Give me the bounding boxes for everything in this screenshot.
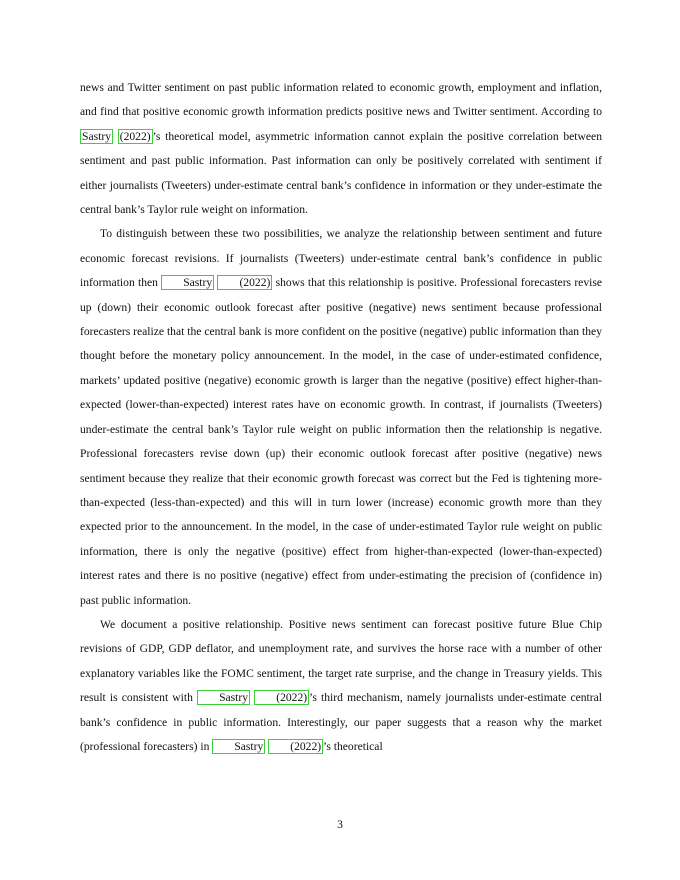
- text-run: To distinguish between these two possibilities, we analyze the relationship between sentiment and future economic forecast revisions. If journalists (Tweeters) under-estimate central bank’s confidence in public information then: [80, 227, 602, 290]
- text-run: ’s theoretical: [323, 739, 383, 753]
- text-run: ’s theoretical model, asymmetric information cannot explain the positive correlation between sentiment and past public information. Past information can only be positively correlated with sentiment if either journalists (Tweeters) under-estimate central bank’s confidence in information or they under-estimate the central bank’s Taylor rule weight on information.: [80, 129, 602, 217]
- text-run: ’s third mechanism, namely journalists under-estimate central bank’s confidence in public information. Interestingly, our paper suggests that a reason why the market (professional forecasters) in: [80, 691, 602, 753]
- text-run: news and Twitter sentiment on past public information related to economic growth, employment and inflation, and find that positive economic growth information predicts positive news and Twitter sentiment. According to: [80, 81, 602, 119]
- citation-year-link[interactable]: (2022): [254, 690, 309, 705]
- paragraph-2: [80, 222, 602, 613]
- citation-year-link[interactable]: (2022): [268, 739, 323, 754]
- paragraph-3: [80, 613, 602, 759]
- citation-link[interactable]: Sastry: [161, 275, 214, 290]
- citation-year-link[interactable]: (2022): [217, 275, 272, 290]
- page-number: 3: [337, 818, 343, 831]
- body-text: [80, 76, 602, 759]
- paragraph-1: [80, 76, 602, 222]
- citation-link[interactable]: Sastry: [212, 739, 265, 754]
- citation-link[interactable]: Sastry: [82, 129, 111, 143]
- citation-link[interactable]: Sastry: [197, 690, 250, 705]
- text-run: shows that this relationship is positive. Professional forecasters revise up (down) their economic outlook forecast after positive (negative) news sentiment because professional forecasters realize that the central bank is more confident on the positive (negative) public information than they thought before the monetary policy announcement. In the model, in the case of under-estimated confidence, markets’ updated positive (negative) economic growth is larger than the negative (positive) effect higher-than-expected (lower-than-expected) interest rates have on economic growth. In contrast, if journalists (Tweeters) under-estimate the central bank’s Taylor rule weight on public information then the relationship is negative. Professional forecasters revise down (up) their economic outlook forecast after positive (negative) news sentiment because they realize that their economic growth forecast was correct but the Fed is tightening more-than-expected (less-than-expected) and this will in turn lower (increase) economic growth more than they expected prior to the announcement. In the model, in the case of under-estimated Taylor rule weight on public information, there is only the negative (positive) effect from higher-than-expected (lower-than-expected) interest rates and there is no positive (negative) effect from under-estimating the precision of (confidence in) past public information.: [80, 276, 602, 607]
- citation-year-link[interactable]: (2022): [119, 129, 151, 143]
- text-run: We document a positive relationship. Positive news sentiment can forecast positive future Blue Chip revisions of GDP, GDP deflator, and unemployment rate, and survives the horse race with a number of other explanatory variables like the FOMC sentiment, the target rate surprise, and the change in Treasury yields. This result is consistent with: [80, 617, 602, 705]
